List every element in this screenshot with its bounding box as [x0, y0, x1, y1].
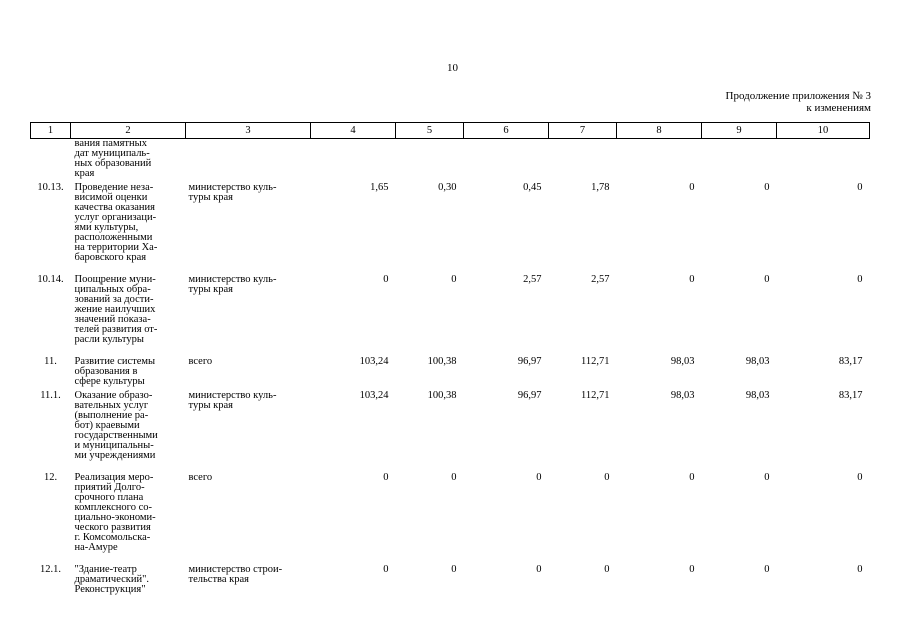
- table-row: [31, 275, 870, 357]
- continuation-line-1: Продолжение приложения № 3: [725, 90, 871, 102]
- row-value: 0,45: [523, 181, 542, 193]
- row-value: 98,03: [670, 389, 695, 401]
- table-header-row: [31, 123, 870, 139]
- row-value: 0: [536, 563, 542, 575]
- row-name: "Здание-театр драматический". Реконструкция": [74, 563, 150, 595]
- row-value: 0: [689, 471, 695, 483]
- row-name: Проведение неза- висимой оценки качества оказания услуг организаци- ями культуры, расположенными на территории Ха- баровского края: [74, 181, 158, 263]
- row-value: 98,03: [745, 355, 770, 367]
- row-value: 2,57: [523, 273, 542, 285]
- appendix-table: [30, 122, 870, 601]
- row-value: 0: [383, 563, 389, 575]
- table-row: [31, 357, 870, 391]
- row-value: 0: [857, 273, 863, 285]
- row-value: 112,71: [581, 355, 610, 367]
- row-value: 0: [451, 471, 457, 483]
- row-value: 98,03: [745, 389, 770, 401]
- row-name: Развитие системы образования в сфере культуры: [74, 355, 156, 387]
- row-value: 0: [451, 273, 457, 285]
- row-value: 0: [857, 563, 863, 575]
- column-header: 9: [702, 123, 777, 139]
- continuation-note: [726, 90, 871, 114]
- row-value: 100,38: [427, 389, 457, 401]
- row-executor: министерство куль- туры края: [188, 181, 277, 203]
- continuation-line-2: к изменениям: [806, 102, 871, 114]
- row-value: 0: [383, 471, 389, 483]
- column-header: 3: [186, 123, 311, 139]
- row-value: 0: [764, 563, 770, 575]
- row-index: 11.1.: [40, 389, 61, 401]
- column-header: 4: [311, 123, 396, 139]
- row-value: 96,97: [517, 355, 542, 367]
- row-name: Оказание образо- вательных услуг (выполнение ра- бот) краевыми государственными и муниципальны- ми учреждениями: [74, 389, 158, 461]
- row-executor: министерство куль- туры края: [188, 273, 277, 295]
- row-index: 11.: [44, 355, 57, 367]
- row-executor: министерство куль- туры края: [188, 389, 277, 411]
- row-executor: министерство строи- тельства края: [188, 563, 283, 585]
- carryover-text: вания памятных дат муниципаль- ных образований края: [74, 138, 152, 179]
- row-value: 0: [689, 273, 695, 285]
- row-value: 0: [764, 471, 770, 483]
- row-index: 10.14.: [37, 273, 64, 285]
- row-value: 0: [689, 181, 695, 193]
- row-value: 83,17: [838, 355, 863, 367]
- row-value: 96,97: [517, 389, 542, 401]
- table-row: [31, 565, 870, 601]
- row-value: 100,38: [427, 355, 457, 367]
- table-row: [31, 183, 870, 275]
- row-value: 0: [764, 181, 770, 193]
- row-value: 83,17: [838, 389, 863, 401]
- row-index: 12.1.: [40, 563, 61, 575]
- row-index: 12.: [43, 471, 58, 483]
- row-executor: всего: [188, 355, 213, 367]
- row-value: 2,57: [591, 273, 610, 285]
- row-value: 98,03: [670, 355, 695, 367]
- row-value: 0: [689, 563, 695, 575]
- column-header: 10: [777, 123, 870, 139]
- table-row: [31, 473, 870, 565]
- row-value: 1,65: [370, 181, 389, 193]
- row-value: 0: [857, 181, 863, 193]
- row-value: 0: [451, 563, 457, 575]
- column-header: 8: [617, 123, 702, 139]
- row-value: 112,71: [581, 389, 610, 401]
- row-value: 0: [383, 273, 389, 285]
- row-name: Реализация меро- приятий Долго- срочного плана комплексного со- циально-экономи- ческого развития г. Комсомольска- на-Амуре: [74, 471, 156, 553]
- column-header: 1: [31, 123, 71, 139]
- row-value: 0: [604, 471, 610, 483]
- row-value: 103,24: [359, 389, 389, 401]
- row-value: 0: [604, 563, 610, 575]
- column-header: 7: [549, 123, 617, 139]
- row-value: 1,78: [591, 181, 610, 193]
- row-executor: всего: [188, 471, 213, 483]
- column-header: 2: [71, 123, 186, 139]
- row-value: 0,30: [438, 181, 457, 193]
- row-value: 0: [857, 471, 863, 483]
- row-value: 0: [764, 273, 770, 285]
- row-index: 10.13.: [37, 181, 64, 193]
- row-value: 0: [536, 471, 542, 483]
- carryover-row: [31, 139, 870, 183]
- row-name: Поощрение муни- ципальных обра- зований за дости- жение наилучших значений показа- телей развития от- расли культуры: [74, 273, 158, 345]
- column-header: 5: [396, 123, 464, 139]
- table-row: [31, 391, 870, 473]
- column-header: 6: [464, 123, 549, 139]
- page-number: 10: [447, 62, 458, 74]
- row-value: 103,24: [359, 355, 389, 367]
